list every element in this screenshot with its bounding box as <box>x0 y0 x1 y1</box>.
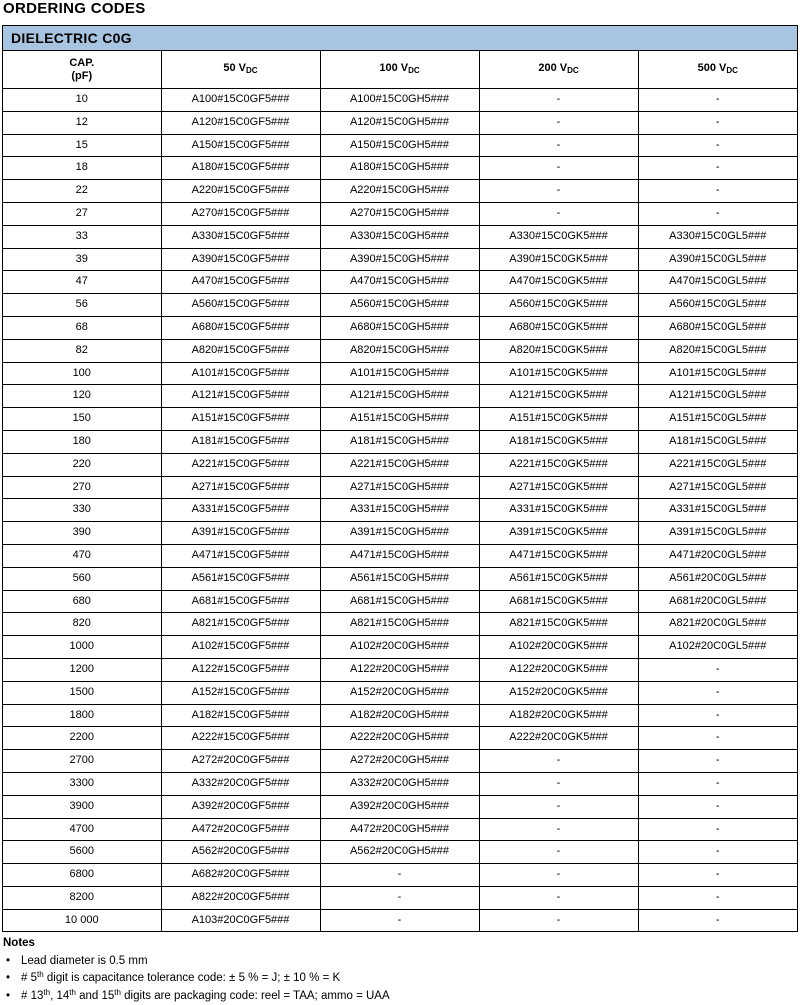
code-50v-cell: A182#15C0GF5### <box>161 704 320 727</box>
code-200v-cell: A271#15C0GK5### <box>479 476 638 499</box>
code-500v-cell: A151#15C0GL5### <box>638 408 797 431</box>
code-50v-cell: A270#15C0GF5### <box>161 202 320 225</box>
ordering-codes-table-container <box>2 25 798 932</box>
code-50v-cell: A220#15C0GF5### <box>161 180 320 203</box>
cap-value-cell: 8200 <box>3 886 161 909</box>
code-500v-cell: - <box>638 180 797 203</box>
code-500v-cell: - <box>638 772 797 795</box>
note-tolerance-code: • # 5th digit is capacitance tolerance code: ± 5 % = J; ± 10 % = K <box>3 970 793 988</box>
table-row <box>3 841 797 864</box>
code-200v-cell: - <box>479 841 638 864</box>
table-row <box>3 89 797 112</box>
cap-value-cell: 33 <box>3 225 161 248</box>
code-100v-cell: A120#15C0GH5### <box>320 111 479 134</box>
voltage-header-200: 200 $V_{DC}$ <box>479 51 638 89</box>
table-row <box>3 316 797 339</box>
table-row <box>3 180 797 203</box>
code-50v-cell: A332#20C0GF5### <box>161 772 320 795</box>
table-row <box>3 453 797 476</box>
cap-value-cell: 1800 <box>3 704 161 727</box>
code-500v-cell: - <box>638 202 797 225</box>
code-50v-cell: A820#15C0GF5### <box>161 339 320 362</box>
table-row <box>3 750 797 773</box>
cap-value-cell: 1000 <box>3 636 161 659</box>
code-200v-cell: - <box>479 864 638 887</box>
code-50v-cell: A561#15C0GF5### <box>161 567 320 590</box>
code-100v-cell: A222#20C0GH5### <box>320 727 479 750</box>
cap-value-cell: 680 <box>3 590 161 613</box>
code-500v-cell: A221#15C0GL5### <box>638 453 797 476</box>
cap-value-cell: 2700 <box>3 750 161 773</box>
code-500v-cell: A331#15C0GL5### <box>638 499 797 522</box>
code-50v-cell: A562#20C0GF5### <box>161 841 320 864</box>
notes-list <box>3 953 793 1005</box>
code-200v-cell: A102#20C0GK5### <box>479 636 638 659</box>
code-500v-cell: A561#20C0GL5### <box>638 567 797 590</box>
code-50v-cell: A330#15C0GF5### <box>161 225 320 248</box>
cap-value-cell: 330 <box>3 499 161 522</box>
table-row <box>3 613 797 636</box>
cap-value-cell: 560 <box>3 567 161 590</box>
dielectric-header: DIELECTRIC C0G <box>3 26 797 51</box>
code-200v-cell: - <box>479 157 638 180</box>
cap-value-cell: 56 <box>3 294 161 317</box>
code-50v-cell: A681#15C0GF5### <box>161 590 320 613</box>
code-100v-cell: A330#15C0GH5### <box>320 225 479 248</box>
code-50v-cell: A103#20C0GF5### <box>161 909 320 931</box>
code-200v-cell: - <box>479 886 638 909</box>
cap-value-cell: 12 <box>3 111 161 134</box>
cap-value-cell: 22 <box>3 180 161 203</box>
table-row <box>3 476 797 499</box>
code-100v-cell: A121#15C0GH5### <box>320 385 479 408</box>
code-200v-cell: A222#20C0GK5### <box>479 727 638 750</box>
code-200v-cell: - <box>479 909 638 931</box>
table-row <box>3 430 797 453</box>
code-100v-cell: A182#20C0GH5### <box>320 704 479 727</box>
code-500v-cell: A681#20C0GL5### <box>638 590 797 613</box>
header-row <box>3 51 797 89</box>
code-100v-cell: A152#20C0GH5### <box>320 681 479 704</box>
code-200v-cell: A122#20C0GK5### <box>479 658 638 681</box>
table-row <box>3 408 797 431</box>
code-100v-cell: A272#20C0GH5### <box>320 750 479 773</box>
code-50v-cell: A222#15C0GF5### <box>161 727 320 750</box>
code-500v-cell: A390#15C0GL5### <box>638 248 797 271</box>
notes-title: Notes <box>3 935 793 953</box>
code-50v-cell: A560#15C0GF5### <box>161 294 320 317</box>
code-200v-cell: A821#15C0GK5### <box>479 613 638 636</box>
code-200v-cell: A470#15C0GK5### <box>479 271 638 294</box>
cap-value-cell: 180 <box>3 430 161 453</box>
code-200v-cell: - <box>479 750 638 773</box>
code-50v-cell: A392#20C0GF5### <box>161 795 320 818</box>
code-100v-cell: A102#20C0GH5### <box>320 636 479 659</box>
code-200v-cell: A182#20C0GK5### <box>479 704 638 727</box>
table-row <box>3 772 797 795</box>
cap-value-cell: 220 <box>3 453 161 476</box>
code-200v-cell: A561#15C0GK5### <box>479 567 638 590</box>
code-200v-cell: - <box>479 202 638 225</box>
table-row <box>3 522 797 545</box>
note-lead-diameter: • Lead diameter is 0.5 mm <box>3 953 793 971</box>
table-row <box>3 134 797 157</box>
code-50v-cell: A221#15C0GF5### <box>161 453 320 476</box>
table-row <box>3 271 797 294</box>
ordering-codes-table <box>3 51 797 931</box>
code-50v-cell: A272#20C0GF5### <box>161 750 320 773</box>
code-100v-cell: A472#20C0GH5### <box>320 818 479 841</box>
code-200v-cell: A152#20C0GK5### <box>479 681 638 704</box>
table-row <box>3 636 797 659</box>
code-50v-cell: A822#20C0GF5### <box>161 886 320 909</box>
code-50v-cell: A271#15C0GF5### <box>161 476 320 499</box>
code-50v-cell: A121#15C0GF5### <box>161 385 320 408</box>
code-50v-cell: A331#15C0GF5### <box>161 499 320 522</box>
code-200v-cell: - <box>479 111 638 134</box>
code-100v-cell: A471#15C0GH5### <box>320 544 479 567</box>
code-100v-cell: A560#15C0GH5### <box>320 294 479 317</box>
code-100v-cell: A180#15C0GH5### <box>320 157 479 180</box>
code-200v-cell: A681#15C0GK5### <box>479 590 638 613</box>
code-200v-cell: A221#15C0GK5### <box>479 453 638 476</box>
code-200v-cell: A390#15C0GK5### <box>479 248 638 271</box>
cap-value-cell: 1200 <box>3 658 161 681</box>
code-50v-cell: A680#15C0GF5### <box>161 316 320 339</box>
code-500v-cell: - <box>638 818 797 841</box>
table-row <box>3 886 797 909</box>
table-row <box>3 248 797 271</box>
code-500v-cell: A820#15C0GL5### <box>638 339 797 362</box>
code-500v-cell: - <box>638 750 797 773</box>
code-500v-cell: - <box>638 886 797 909</box>
table-row <box>3 818 797 841</box>
code-500v-cell: A330#15C0GL5### <box>638 225 797 248</box>
code-500v-cell: A101#15C0GL5### <box>638 362 797 385</box>
code-100v-cell: A270#15C0GH5### <box>320 202 479 225</box>
code-500v-cell: - <box>638 89 797 112</box>
code-50v-cell: A120#15C0GF5### <box>161 111 320 134</box>
voltage-header-100: 100 $V_{DC}$ <box>320 51 479 89</box>
code-200v-cell: A560#15C0GK5### <box>479 294 638 317</box>
code-200v-cell: - <box>479 180 638 203</box>
code-500v-cell: A680#15C0GL5### <box>638 316 797 339</box>
cap-value-cell: 4700 <box>3 818 161 841</box>
code-50v-cell: A101#15C0GF5### <box>161 362 320 385</box>
code-100v-cell: A821#15C0GH5### <box>320 613 479 636</box>
cap-value-cell: 100 <box>3 362 161 385</box>
code-100v-cell: A470#15C0GH5### <box>320 271 479 294</box>
code-100v-cell: A562#20C0GH5### <box>320 841 479 864</box>
code-200v-cell: A181#15C0GK5### <box>479 430 638 453</box>
code-500v-cell: - <box>638 681 797 704</box>
code-500v-cell: - <box>638 658 797 681</box>
code-100v-cell: - <box>320 909 479 931</box>
voltage-header-500: 500 $V_{DC}$ <box>638 51 797 89</box>
code-50v-cell: A151#15C0GF5### <box>161 408 320 431</box>
code-100v-cell: - <box>320 864 479 887</box>
cap-value-cell: 15 <box>3 134 161 157</box>
table-row <box>3 795 797 818</box>
code-200v-cell: - <box>479 134 638 157</box>
code-50v-cell: A471#15C0GF5### <box>161 544 320 567</box>
code-100v-cell: A681#15C0GH5### <box>320 590 479 613</box>
code-50v-cell: A391#15C0GF5### <box>161 522 320 545</box>
code-100v-cell: A561#15C0GH5### <box>320 567 479 590</box>
cap-value-cell: 470 <box>3 544 161 567</box>
table-row <box>3 202 797 225</box>
code-50v-cell: A150#15C0GF5### <box>161 134 320 157</box>
code-50v-cell: A102#15C0GF5### <box>161 636 320 659</box>
notes-section <box>3 935 793 1005</box>
code-500v-cell: - <box>638 157 797 180</box>
code-500v-cell: A821#20C0GL5### <box>638 613 797 636</box>
code-200v-cell: A330#15C0GK5### <box>479 225 638 248</box>
code-500v-cell: A181#15C0GL5### <box>638 430 797 453</box>
code-100v-cell: A181#15C0GH5### <box>320 430 479 453</box>
code-200v-cell: - <box>479 89 638 112</box>
table-row <box>3 864 797 887</box>
code-500v-cell: - <box>638 864 797 887</box>
table-row <box>3 157 797 180</box>
cap-value-cell: 120 <box>3 385 161 408</box>
code-500v-cell: A560#15C0GL5### <box>638 294 797 317</box>
code-200v-cell: A101#15C0GK5### <box>479 362 638 385</box>
cap-value-cell: 47 <box>3 271 161 294</box>
cap-column-header <box>3 51 161 89</box>
code-100v-cell: A151#15C0GH5### <box>320 408 479 431</box>
voltage-header-50: 50 $V_{DC}$ <box>161 51 320 89</box>
code-500v-cell: - <box>638 134 797 157</box>
code-50v-cell: A682#20C0GF5### <box>161 864 320 887</box>
table-row <box>3 909 797 931</box>
note-packaging-code: • # 13th, 14th and 15th digits are packaging code: reel = TAA; ammo = UAA <box>3 988 793 1005</box>
code-500v-cell: A271#15C0GL5### <box>638 476 797 499</box>
code-100v-cell: A221#15C0GH5### <box>320 453 479 476</box>
cap-value-cell: 150 <box>3 408 161 431</box>
code-50v-cell: A180#15C0GF5### <box>161 157 320 180</box>
code-50v-cell: A821#15C0GF5### <box>161 613 320 636</box>
code-50v-cell: A181#15C0GF5### <box>161 430 320 453</box>
code-500v-cell: - <box>638 795 797 818</box>
code-500v-cell: - <box>638 841 797 864</box>
code-50v-cell: A152#15C0GF5### <box>161 681 320 704</box>
cap-value-cell: 82 <box>3 339 161 362</box>
code-50v-cell: A470#15C0GF5### <box>161 271 320 294</box>
code-200v-cell: A471#15C0GK5### <box>479 544 638 567</box>
cap-header-line2: (pF) <box>71 70 92 82</box>
code-500v-cell: - <box>638 727 797 750</box>
cap-value-cell: 5600 <box>3 841 161 864</box>
code-100v-cell: A331#15C0GH5### <box>320 499 479 522</box>
code-50v-cell: A472#20C0GF5### <box>161 818 320 841</box>
table-row <box>3 111 797 134</box>
code-200v-cell: A151#15C0GK5### <box>479 408 638 431</box>
table-row <box>3 567 797 590</box>
code-200v-cell: A820#15C0GK5### <box>479 339 638 362</box>
code-100v-cell: A392#20C0GH5### <box>320 795 479 818</box>
code-50v-cell: A122#15C0GF5### <box>161 658 320 681</box>
cap-value-cell: 270 <box>3 476 161 499</box>
code-100v-cell: A332#20C0GH5### <box>320 772 479 795</box>
table-row <box>3 362 797 385</box>
table-row <box>3 499 797 522</box>
code-100v-cell: A101#15C0GH5### <box>320 362 479 385</box>
code-200v-cell: A121#15C0GK5### <box>479 385 638 408</box>
code-500v-cell: - <box>638 111 797 134</box>
code-500v-cell: A102#20C0GL5### <box>638 636 797 659</box>
table-row <box>3 681 797 704</box>
cap-value-cell: 820 <box>3 613 161 636</box>
code-500v-cell: - <box>638 909 797 931</box>
code-200v-cell: A331#15C0GK5### <box>479 499 638 522</box>
code-500v-cell: A471#20C0GL5### <box>638 544 797 567</box>
cap-value-cell: 2200 <box>3 727 161 750</box>
table-row <box>3 727 797 750</box>
cap-value-cell: 390 <box>3 522 161 545</box>
code-200v-cell: - <box>479 795 638 818</box>
code-100v-cell: A680#15C0GH5### <box>320 316 479 339</box>
code-100v-cell: A820#15C0GH5### <box>320 339 479 362</box>
code-100v-cell: A100#15C0GH5### <box>320 89 479 112</box>
table-row <box>3 225 797 248</box>
table-row <box>3 339 797 362</box>
page-title: ORDERING CODES <box>3 0 146 18</box>
cap-value-cell: 68 <box>3 316 161 339</box>
code-500v-cell: A470#15C0GL5### <box>638 271 797 294</box>
table-row <box>3 544 797 567</box>
code-200v-cell: - <box>479 772 638 795</box>
table-row <box>3 385 797 408</box>
code-200v-cell: - <box>479 818 638 841</box>
cap-value-cell: 3300 <box>3 772 161 795</box>
code-500v-cell: A391#15C0GL5### <box>638 522 797 545</box>
code-100v-cell: A271#15C0GH5### <box>320 476 479 499</box>
code-100v-cell: A220#15C0GH5### <box>320 180 479 203</box>
cap-value-cell: 1500 <box>3 681 161 704</box>
table-row <box>3 294 797 317</box>
code-500v-cell: A121#15C0GL5### <box>638 385 797 408</box>
code-100v-cell: A391#15C0GH5### <box>320 522 479 545</box>
table-row <box>3 704 797 727</box>
cap-value-cell: 6800 <box>3 864 161 887</box>
cap-value-cell: 18 <box>3 157 161 180</box>
code-50v-cell: A390#15C0GF5### <box>161 248 320 271</box>
table-body <box>3 89 797 932</box>
cap-value-cell: 10 <box>3 89 161 112</box>
code-200v-cell: A680#15C0GK5### <box>479 316 638 339</box>
cap-value-cell: 3900 <box>3 795 161 818</box>
table-row <box>3 658 797 681</box>
table-row <box>3 590 797 613</box>
cap-value-cell: 10 000 <box>3 909 161 931</box>
code-100v-cell: A122#20C0GH5### <box>320 658 479 681</box>
code-100v-cell: A390#15C0GH5### <box>320 248 479 271</box>
code-50v-cell: A100#15C0GF5### <box>161 89 320 112</box>
cap-value-cell: 27 <box>3 202 161 225</box>
code-100v-cell: A150#15C0GH5### <box>320 134 479 157</box>
code-500v-cell: - <box>638 704 797 727</box>
code-100v-cell: - <box>320 886 479 909</box>
cap-value-cell: 39 <box>3 248 161 271</box>
code-200v-cell: A391#15C0GK5### <box>479 522 638 545</box>
cap-header-line1: CAP. <box>69 57 94 69</box>
